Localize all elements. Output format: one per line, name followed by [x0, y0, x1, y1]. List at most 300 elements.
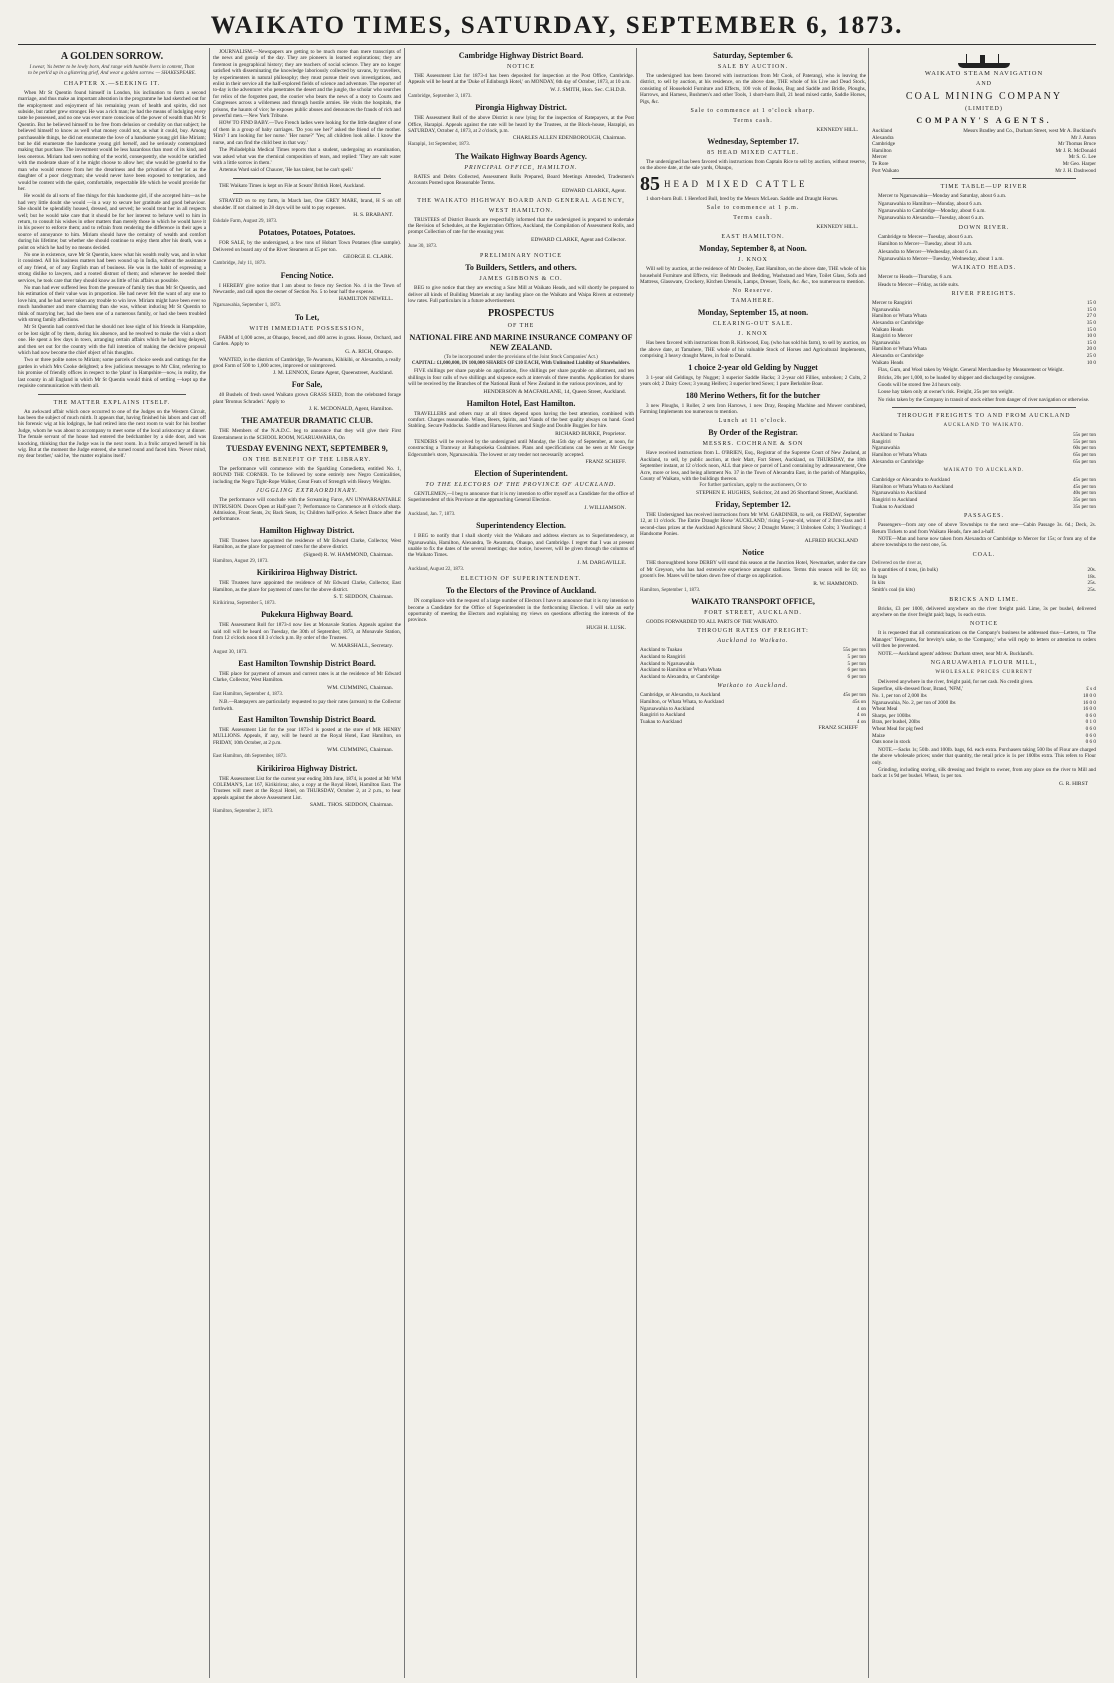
article-baby: HOW TO FIND BABY.—Two French ladies were looking for the little daughter of one of them in a group of baby carriages. 'Do you see her?' asked the friend of the mother. 'Him? I am looking for her nurse.' 'Her nurse?' 'Yes; all children look alike. I know the nurse, and can find the child best in that way.': [213, 120, 401, 146]
notice-body: It is requested that all communications on the Company's business be addressed thus—Letters, to 'The Manager.' Telegrams, for brevity's sake, to the 'Company,' who will reply to letters or attention to orders will then be prevented.: [872, 630, 1096, 650]
ad-heading: Potatoes, Potatoes, Potatoes.: [258, 228, 356, 238]
ad-subheading: EAST HAMILTON.: [721, 234, 785, 241]
freight-row-label: Alexandra or Cambridge: [872, 352, 924, 359]
pukekura-ad: THE Assessment Roll for 1873-4 now lies at Monavale Station. Appeals against the said roll will be heard on Tuesday, the 30th of September, 1873, at Monavale Station, from 12 o'clock noon till 3 o'clock p.m. By order of the Trustees.: [213, 622, 401, 642]
column-divider: [636, 48, 637, 1678]
coal-row-label: In bags: [872, 573, 888, 580]
agent-row: [872, 141, 1096, 148]
passages-heading: PASSAGES.: [964, 513, 1004, 520]
ad-heading: East Hamilton Township District Board.: [238, 658, 376, 668]
coal-row: [872, 567, 1096, 574]
story-paragraph: Two or three polite notes to Miriam; some parcels of choice seeds and cuttings for the garden in which Mrs Cooke delighted; a few judicious messages to Mr Clint, referring to his promise of friendly offices in respect to the 'plant' in Hampshire—now, in reality, the last county in all England in which Mr St Quentin would think of settling —kept up the requisite communication with them all.: [18, 357, 206, 390]
article-tears: The Philadelphia Medical Times reports that a student, undergoing an examination, was asked what was the chemical composition of tears, and replied: 'They are salt water with a little sorrow in them.': [213, 147, 401, 166]
freight-row: [872, 439, 1096, 446]
article-paragraph: An awkward affair which once occurred to one of the Judges on the Western Circuit, has been the subject of much mirth. It appears that, having finished his labors and cast off his forensic wig at his lodgings, he had retired into the next room to wait for his brother Judge, whom he was about to accompany to meet some of the local aristocracy at dinner. The female servant of the house had entered the bedchamber by a side door, and was knocking, thinking that the Judge was in the next room. In a frolic arrayed herself in his wig. But at the moment the Judge entered, she turned round and faced him. 'Never mind, my dear brother,' said he, 'the matter explains itself.': [18, 408, 206, 460]
coal-row-label: In quantities of 4 tons, (in bulk): [872, 567, 938, 574]
freight-row-label: Hamilton or Whata Whata: [872, 313, 927, 320]
ad-subheading: 85 HEAD MIXED CATTLE.: [707, 150, 799, 157]
freight-row-label: Alexandra or Cambridge: [872, 458, 924, 465]
coal-row-label: Smith's coal (in kits): [872, 586, 915, 593]
amateur-juggling: JUGGLING EXTRAORDINARY.: [256, 488, 358, 495]
divider: [892, 178, 1076, 179]
mill-row-value: £ s d: [1086, 686, 1096, 693]
agent-row: [872, 161, 1096, 168]
freight-row: [872, 504, 1096, 511]
steamer-icon: [954, 54, 1014, 68]
notice-note: NOTE.—Auckland agents' address: Durham street, near Mr A. Buckland's.: [878, 650, 1034, 657]
story-paragraph: No man had ever suffered less from the pressure of family ties than Mr St Quentin, and his estimation of their value was in proportion. He had never felt the want of any one to love him, and he had never taken any trouble to win love. Miriam might have been ever so much handsomer and more charming than she was, without inducing Mr St Quentin to think of marrying her, had she been one of a numerous family, or had she been troubled with strong family affections.: [18, 285, 206, 324]
agent-row: [872, 154, 1096, 161]
auction-date: Monday, September 15, at noon.: [697, 308, 809, 318]
freight-row: [872, 353, 1096, 360]
mill-note: NOTE.—Sacks 1s; 50lb. and 100lb. bags, 6d. each extra. Purchasers taking 500 lbs of Flour are charged the above wholesale prices; under that quantity, the retail price is 1s per 100lbs extra. This refers to Flour only.: [872, 746, 1096, 766]
freight-row: [872, 432, 1096, 439]
notice-heading: NOTICE: [970, 621, 998, 628]
auction-terms: Terms cash.: [733, 215, 773, 222]
mill-row-label: Oats none in stock: [872, 739, 911, 746]
ad-subheading: ELECTION OF SUPERINTENDENT.: [460, 576, 582, 583]
election-ad: GENTLEMEN,—I beg to announce that it is my intention to offer myself as a Candidate for the office of Superintendent of this Province at the approaching General Election.: [408, 490, 634, 504]
rate-row-label: Ngaruawahia to Auckland: [640, 705, 695, 712]
freight-row-value: 35s per ton: [1072, 503, 1096, 510]
coal-intro: Delivered on the river at,: [872, 560, 923, 566]
timetable-line: Ngaruawahia to Alexandra—Tuesday, about 6 a.m.: [878, 215, 985, 222]
heads-list: [872, 274, 1096, 288]
rate-row: [640, 654, 866, 661]
column-3: [408, 48, 634, 1678]
wethers-heading: 180 Merino Wethers, fit for the butcher: [685, 390, 821, 400]
gelding-heading: 1 choice 2-year old Gelding by Nugget: [688, 362, 818, 372]
freight-row-value: 10 0: [1086, 333, 1096, 340]
ad-heading: To Let,: [294, 312, 320, 322]
ad-heading: Kirikiriroa Highway District.: [256, 763, 358, 773]
rate-row-label: Auckland to Hamilton or Whata Whata: [640, 667, 722, 674]
through-sub: AUCKLAND TO WAIKATO.: [943, 423, 1025, 429]
rate-row: [640, 661, 866, 668]
story-epigraph: I swear, 'tis better to be lowly born, And range with humble livers in content, Than to be perk'd up in a glistering grief, And wear a golden sorrow. — SHAKESPEARE.: [28, 65, 196, 77]
ad-date: Harapipi, 1st September, 1873.: [408, 142, 471, 148]
freight-row-label: Ngaruawahia: [872, 306, 900, 313]
timetable-line: Hamilton to Mercer—Tuesday, about 10 a.m.: [878, 241, 973, 248]
freight-row: [872, 452, 1096, 459]
prospectus-company: NATIONAL FIRE AND MARINE INSURANCE COMPANY OF NEW ZEALAND.: [409, 332, 633, 352]
rate-row: [640, 706, 866, 713]
mill-row: [872, 713, 1096, 720]
mill-row-label: Wheat Meal for pig feed: [872, 725, 923, 732]
freight-row-label: Ngaruawahia to Auckland: [872, 490, 927, 497]
freight-row-value: 25 0: [1086, 352, 1096, 359]
rate-row-value: 5 per ton: [847, 654, 866, 660]
freight-row: [872, 346, 1096, 353]
mill-row-label: Superfine, silk-dressed flour, Brand, 'NFM,': [872, 686, 963, 693]
ad-heading: Notice: [742, 548, 764, 558]
ad-subheading: CLEARING-OUT SALE.: [712, 321, 794, 328]
risks-note: No risks taken by the Company in transit of stock either from danger of river navigation or otherwise.: [878, 396, 1090, 403]
freight-row-label: Rangiriri: [872, 438, 891, 445]
timetable-line: Ngaruawahia to Cambridge—Monday, about 6 a.m.: [878, 207, 986, 214]
ad-heading: Hamilton Highway District.: [259, 525, 355, 535]
company-and: AND: [976, 81, 992, 87]
ad-signature: J. WILLIAMSON.: [584, 504, 626, 511]
agent-row-value: Mr Thomas Bruce: [1058, 141, 1096, 148]
freight-row: [872, 340, 1096, 347]
agent-row-label: Hamilton: [872, 147, 892, 154]
freight-row: [872, 333, 1096, 340]
agent-row-label: Auckland: [872, 128, 893, 134]
ad-date: Cambridge, September 3, 1873.: [408, 93, 472, 99]
masthead: WAIKATO TIMES, SATURDAY, SEPTEMBER 6, 1873.: [210, 12, 904, 39]
ad-heading: To Builders, Settlers, and others.: [465, 263, 577, 273]
freights-list: [872, 300, 1096, 366]
freight-row-value: 10 0: [1086, 359, 1096, 366]
auction-time: Sale to commence at 1 p.m.: [706, 205, 800, 212]
ad-signature: SAML. THOS. SEDDON, Chairman.: [309, 802, 393, 809]
bricks-body: Bricks, £3 per 1000, delivered anywhere on the river freight paid. Lime, 3s per bushel, delivered anywhere on the river freight paid; bags, 1s each extra.: [872, 605, 1096, 618]
ad-date: Hamilton, September 1, 1873.: [640, 587, 701, 593]
down-river-list: [872, 234, 1096, 263]
rate-row-value: 55s per ton: [842, 647, 866, 654]
divider: [892, 407, 1076, 408]
freight-row-value: 40s per ton: [1072, 490, 1096, 497]
rate-row-value: 45s on: [852, 698, 866, 705]
column-1: [18, 48, 206, 1678]
rate-row: [640, 647, 866, 654]
coal-row: [872, 580, 1096, 587]
mill-row-label: Bran, per bushel, 20lbs: [872, 719, 920, 726]
ad-signature: STEPHEN E. HUGHES, Solicitor, 24 and 26 Shortland Street, Auckland.: [695, 489, 858, 496]
ad-signature: S. T. SEDDON, Chairman.: [333, 593, 393, 600]
auction-date: Friday, September 12.: [715, 499, 791, 509]
freight-row-value: 45s per ton: [1072, 477, 1096, 484]
freight-row-label: Hamilton or Whata Whata: [872, 346, 927, 353]
auction-terms: Terms cash.: [733, 118, 773, 125]
loose-note: Loose hay taken only at owner's risk. Freight, 25s per ton weight.: [878, 389, 1014, 396]
company-name: WAIKATO STEAM NAVIGATION: [924, 70, 1044, 77]
freight-row-label: Hamilton or Whata Whata: [872, 451, 927, 458]
amateur-benefit: ON THE BENEFIT OF THE LIBRARY.: [242, 457, 372, 464]
ad-heading: East Hamilton Township District Board.: [238, 714, 376, 724]
auction-ad: The undersigned has been favored with instructions from Mr Cook, of Paterangi, who is leaving the district, to sell by auction, at his residence, on the above date, THE whole of his Live and Dead Stock, consisting of Household Furniture and Effects, 100 vols of Books, Bug and Saddle and Bridle, Ploughs, Harrows, and Harness, Bushmen's and other Tools, 1 short-horn Bull, 21 head mixed cattle, Saddle Horses, Pigs, &c.: [640, 73, 866, 105]
ad-subheading: Auckland to Waikato.: [717, 638, 789, 645]
ad-signature: J. K. MCDONALD, Agent, Hamilton.: [308, 406, 393, 413]
ad-subheading: MESSRS. COCHRANE & SON: [702, 441, 804, 448]
potatoes-ad: FOR SALE, by the undersigned, a few tons of Hobart Town Potatoes (fine sample). Delivered on board any of the River Steamers at £5 per ton.: [213, 240, 401, 253]
trustees-ad: TRUSTEES of District Boards are respectfully informed that the undersigned is prepared to undertake the Revision of Schedules, at the Registration Offices, Auckland, the Compilation of Assessment Rolls, and prompt Collection of rate for the ensuing year.: [408, 216, 634, 236]
mill-row: [872, 700, 1096, 707]
ad-heading: Election of Superintendent.: [474, 468, 568, 478]
ad-heading: Kirikiriroa Highway District.: [256, 568, 358, 578]
amateur-ad: THE Members of the N.A.D.C. beg to announce that they will give their First Entertainment in the SCHOOL ROOM, NGARUAWAHIA, On: [213, 428, 401, 441]
ad-heading: Cambridge Highway District Board.: [458, 51, 584, 60]
mill-heading: NGARUAWAHIA FLOUR MILL,: [930, 659, 1038, 666]
mill-row: [872, 739, 1096, 746]
timetable-line: Heads to Mercer—Friday, as tide suits.: [878, 281, 960, 288]
down-heading: DOWN RIVER.: [958, 224, 1010, 231]
elect2-ad: IN compliance with the request of a large number of Electors I have to announce that it is my intention to become a Candidate for the Office of Superintendent in the forthcoming Election. I will take an early opportunity of meeting the Electors and explaining my views on questions affecting the interests of the province.: [408, 598, 634, 624]
ad-subheading: WEST HAMILTON.: [488, 207, 554, 214]
story-paragraph: When Mr St Quentin found himself in London, his inclination to form a second marriage, and thus make an important alteration in the programme he had sketched out for the employment and enjoyment of his remaining years of health and spirits, did not subside, but rather grew stronger. He was a rich man; he had the means of indulging every taste he possessed, and no one was ever more conscious of the power of wealth than Mr St Quentin. But he believed himself to be free from delusion or credulity on that subject; he believed himself to know as well what money could not, as what it could, buy. Among purchaseable things, he did not enumerate the love of a handsome young girl like Miriam; but he did enumerate the handsome young girl herself, and he seriously contemplated making that purchase. The investment would be less hazardous than most of its kind, and less onerous. Miriam had seen nothing of the world, consequently, she would be satisfied with the moderate share of it he might choose to allow her; she would be grateful to the man who would remove from her the dreariness and the privations of her lot as the daughter of a poor clergyman; she would never have been exposed to temptation, and would be content with the quiet, comfortable, respectable life which he would provide for her.: [18, 89, 206, 192]
mill-sub: WHOLESALE PRICES CURRENT: [935, 669, 1033, 675]
ad-subheading: NOTICE: [507, 64, 535, 70]
builders-ad: BEG to give notice that they are erecting a Saw Mill at Waikato Heads, and will shortly be prepared to deliver all kinds of Building Materials at any landing place on the Waikato and Waipa Rivers at extremely low rates. Full particulars in a future advertisement.: [408, 285, 634, 305]
auction-date: Wednesday, September 17.: [707, 137, 799, 147]
article-chaucer: Artemus Ward said of Chaucer, 'He has talent, but he can't spell.': [219, 167, 354, 174]
agent-row-label: Cambridge: [872, 141, 896, 148]
freight-row: [872, 477, 1096, 484]
rate-row: [640, 712, 866, 719]
agent-row-label: Mercer: [872, 154, 887, 161]
through-sub2: WAIKATO TO AUCKLAND.: [943, 468, 1025, 474]
through-down-list: [872, 477, 1096, 510]
tolet-ad: FARM of 1,000 acres, at Ohaupo, fenced, and 400 acres in grass. House, Orchard, and Garden. Apply to: [213, 334, 401, 348]
cochrane-apply: For further particulars, apply to the auctioneers, Or to: [699, 483, 807, 489]
cattle-ad: The undersigned has been favored with instructions from Captain Rice to sell by auction, without reserve, on the above date, at the sale yards, Ohaupo,: [640, 159, 866, 172]
agent-row-value: Mr J. H. Dashwood: [1055, 167, 1096, 174]
freight-row: [872, 459, 1096, 466]
freight-row-label: Waikato Heads: [872, 326, 904, 333]
freight-row: [872, 497, 1096, 504]
lunch: Lunch at 11 o'clock.: [718, 418, 788, 425]
ad-signature: FRANZ SCHEFF.: [585, 458, 626, 465]
mill-row-value: 0 6 0: [1085, 732, 1096, 739]
goods-note: Goods will be stored free 24 hours only.: [878, 381, 962, 388]
mill-row-value: 0 6 0: [1085, 739, 1096, 746]
rate-row-label: Cambridge, or Alexandra, to Auckland: [640, 692, 721, 699]
mill-row: [872, 693, 1096, 700]
agent-row-label: Te Rore: [872, 160, 889, 167]
ad-signature: R. W. HAMMOND.: [813, 580, 858, 587]
ad-signature: J. M. DARGAVILLE.: [577, 559, 626, 566]
prospectus-of: OF THE: [507, 322, 535, 329]
ad-date: Hamilton, September 2, 1873.: [213, 809, 274, 815]
mill-row-value: 18 0 0: [1083, 692, 1096, 699]
cattle-big: HEAD MIXED CATTLE: [664, 178, 808, 189]
ad-signature: EDWARD CLARKE, Agent and Collector.: [530, 236, 626, 243]
masthead-rule: [18, 44, 1096, 45]
column-2: [213, 48, 401, 1678]
ad-date: East Hamilton, 4th September, 1873.: [213, 754, 287, 760]
freight-row-value: 45s per ton: [1072, 483, 1096, 490]
freight-row: [872, 484, 1096, 491]
ad-heading: WAIKATO TRANSPORT OFFICE,: [691, 597, 815, 606]
flax-note: Flax, Gum, and Wool taken by Weight. General Merchandise by Measurement or Weight.: [878, 367, 1064, 374]
coal-rates-list: [872, 567, 1096, 593]
agent-row: [872, 135, 1096, 142]
column-divider: [404, 48, 405, 1678]
freight-row-value: 65s per ton: [1072, 451, 1096, 458]
coal-row-label: In kits: [872, 580, 886, 587]
bricks-note: Bricks, 20s per 1,000, to be loaded by shipper and discharged by consignee.: [878, 374, 1036, 381]
mill-row-value: 0 6 0: [1085, 725, 1096, 732]
timetable-line: Mercer to Ngaruawahia—Monday and Saturday, about 6 a.m.: [878, 193, 1007, 200]
grinding-note: Grinding, including storing, silk dressing and freight to owner, from any place on the river to Mill and back at 1s 9d per bushel. Wheat, 1s per ton.: [872, 766, 1096, 780]
coal-row-value: 18s.: [1087, 573, 1096, 580]
ad-date: Kirikiriroa, September 5, 1873.: [213, 600, 276, 606]
rate-row-value: 4 on: [856, 712, 866, 719]
article-journalism: JOURNALISM.—Newspapers are getting to be much more than mere transcripts of the news and gossip of the day. They are pioneers in learned explorations; they are foremost in geographical history; they are teachers of social science. They are no longer satisfied with disseminating the knowledge laboriously collected by savans, by travellers, by experimenters in natural philosophy; they must pursue their own investigations, and enlist in their service all the half-explored fields of science and adventure. The reporter of to-day is the adventurer who penetrates the desert and the jungle, the scholar who searches for relics of the forgotten past, the courier who bears the news of a story to Courts and Congresses across a wilderness and through hostile armies. He visits the hospitals, the prisons, the haunts of vice; he exposes public abuses and denounces the frauds of rich and powerful men.—New York Tribune.: [213, 49, 401, 120]
ad-subheading: SALE BY AUCTION.: [717, 64, 789, 70]
freight-row: [872, 327, 1096, 334]
freight-row: [872, 490, 1096, 497]
ad-heading: Pukekura Highway Board.: [261, 610, 353, 620]
hamilton-ad: THE Trustees have appointed the residence of Mr Edward Clarke, Collector, West Hamilton, as the place for payment of rates for the above district.: [213, 537, 401, 551]
ad-subheading: J. KNOX: [738, 331, 768, 338]
freight-row-value: 55s per ton: [1072, 438, 1096, 445]
freight-row-label: Cambridge or Alexandra to Auckland: [872, 477, 950, 484]
agent-row: [872, 168, 1096, 175]
mill-row-label: No. 1, per ton of 2,000 lbs: [872, 692, 927, 699]
ad-subheading: TAMAHERE.: [731, 298, 775, 305]
freight-row-value: 27 0: [1086, 313, 1096, 320]
freight-row: [872, 445, 1096, 452]
freight-row-label: Mercer to Rangiriri: [872, 300, 913, 307]
auction-time: Sale to commence at 1 o'clock sharp.: [690, 108, 816, 115]
mill-row-label: Sharps, per 100lbs: [872, 712, 911, 719]
freight-row: [872, 320, 1096, 327]
freight-row-value: 60s per ton: [1072, 445, 1096, 452]
freight-row-label: Waikato Heads: [872, 359, 904, 366]
through-up-list: [872, 432, 1096, 465]
ad-signature: H. S. BRABANT.: [353, 211, 393, 218]
rate-row: [640, 674, 866, 681]
divider: [233, 193, 381, 194]
ad-subheading: JAMES GIBBONS & CO.: [479, 276, 563, 283]
amateur-end: The performance will conclude with the Screaming Farce, AN UNWARRANTABLE INTRUSION. Doors Open at Half-past 7; Performance to Commence at 8 o'clock sharp. Admission, Front Seats, 2s; Back Seats, 1s; Children half-price. A Select Dance after the performance.: [213, 497, 401, 523]
ad-signature: GEORGE E. CLARK.: [343, 254, 393, 261]
divider: [38, 394, 186, 395]
rate-row-value: 4 on: [856, 705, 866, 712]
rate-row-value: 45s per ton: [842, 692, 866, 699]
ad-signature: W. MARSHALL, Secretary.: [330, 642, 393, 649]
rate-row-label: Rangiriri to Auckland: [640, 712, 686, 719]
knox-ad: Will sell by auction, at the residence of Mr Dooley, East Hamilton, on the above date, THE whole of his household Furniture and Effects, viz: Bedsteads and Bedding, Washstand and Ware, Toilet Glass, Sofa and Mattress, Glassware, Crockery, Kitchen Utensils, Lamps, Dresser, Tools, &c. &c., too numerous to mention.: [640, 266, 866, 286]
ad-signature: CHARLES ALLEN EDENBOROUGH, Chairman.: [512, 135, 626, 142]
mill-intro: Delivered anywhere in the river, freight paid, for net cash. No credit given.: [878, 678, 1034, 685]
amateur-body: The performance will commence with the Sparkling Comedietta, entitled No. 1, ROUND THE CORNER. To be followed by some entirely new Negro Comicalities, including the Negro Tight-Rope Walker, Great Feats of Strength with Heavy Weights.: [213, 466, 401, 485]
rate-row-value: 6 per ton: [847, 667, 866, 674]
knox2-ad: Has been favored with instructions from R. Kirkwood, Esq. (who has sold his farm), to sell by auction, on the above date, at Tamahere, THE whole of his valuable Stock of Horses and Agricultural Implements, comprising 3 heavy draught Mares, in foal to Donald.: [640, 340, 866, 360]
prospectus-body: FIVE shillings per share payable on application, five shillings per share payable on allotment, and ten shillings in four calls of two shillings and sixpence each at intervals of three months. Application for shares will be received by the Branches of the National Bank of New Zealand in the various provinces, and by: [408, 368, 634, 388]
column-divider: [868, 48, 869, 1678]
easthamilton-ad: THE place for payment of arrears and current rates is at the residence of Mr Edward Clarke, Collector, West Hamilton.: [213, 670, 401, 684]
timetable-line: Ngaruawahia to Hamilton—Monday, about 6 a.m.: [878, 200, 983, 207]
kirikiriroa2-ad: THE Assessment List for the current year ending 30th June, 1874, is posted at Mr WM COLEMAN'S, Lot 167, Kirikiriroa; also, a copy at the Royal Hotel, Hamilton East. The Trustees will meet at the Royal Hotel, on THURSDAY, October 2, at 2 p.m., to hear appeals against the above Assessment List.: [213, 775, 401, 801]
freight-row-value: 20 0: [1086, 346, 1096, 353]
rates-up-list: [640, 647, 866, 680]
supelection-ad: I BEG to notify that I shall shortly visit the Waikato and address electors as to Superintendency, at Ngaruawahia, Hamilton, Alexandra, Te Awamutu, Ohaupo, and Cambridge. I regret that I was at present unable to fix the dates of the several meetings; due notice, however, will be given through the columns of the Waikato Times.: [408, 533, 634, 559]
rate-row-label: Tuakau to Auckland: [640, 718, 682, 725]
ad-date: Ngaruawahia, September 1, 1873.: [213, 303, 282, 309]
ad-signature: FRANZ SCHEFF: [818, 725, 858, 732]
ad-heading: Fencing Notice.: [280, 270, 334, 280]
ad-date: Auckland, August 22, 1873.: [408, 566, 465, 572]
freight-row-label: Rangiriri to Mercer: [872, 333, 913, 340]
mill-row-label: Maize: [872, 732, 885, 739]
ad-signature: WM. CUMMING, Chairman.: [327, 684, 393, 691]
ad-signature: G. R. HIRST: [1058, 780, 1088, 787]
freight-row-value: 15 0: [1086, 339, 1096, 346]
ad-subheading: Waikato to Auckland.: [717, 683, 789, 690]
freights-heading: RIVER FREIGHTS.: [951, 291, 1017, 298]
mill-row: [872, 706, 1096, 713]
ad-heading: To the Electors of the Province of Auckland.: [445, 586, 597, 596]
chapter-heading: CHAPTER X.—SEEKING IT.: [63, 80, 161, 87]
passages-body: Passengers—from any one of above Townships to the next one—Cabin Passage 3s. 6d.; Deck, 2s. Return Tickets to and from Waikato Heads, fare and a-half.: [872, 522, 1096, 535]
agents-heading: COMPANY'S AGENTS.: [916, 116, 1052, 125]
ad-heading: For Sale,: [291, 380, 323, 390]
ad-heading: THE AMATEUR DRAMATIC CLUB.: [241, 416, 373, 426]
freight-row-value: 55s per ton: [1072, 432, 1096, 439]
amateur-date: TUESDAY EVENING NEXT, SEPTEMBER 9,: [226, 444, 388, 454]
ad-date: Auckland, Jan. 7, 1873.: [408, 511, 456, 517]
divider: [233, 178, 381, 179]
wanted-ad: WANTED, in the districts of Cambridge, Te Awamutu, Kihikihi, or Alexandra, a really good Farm of 500 to 1,000 acres, improved or unimproved.: [213, 356, 401, 369]
agent-row-value: Messrs Bradley and Co., Durham Street, west Mr A. Buckland's: [963, 128, 1096, 134]
up-river-list: [872, 193, 1096, 222]
article-heading: THE MATTER EXPLAINS ITSELF.: [53, 399, 171, 406]
ad-signature: W. J. SMITH, Hon. Sec. C.H.D.B.: [550, 86, 626, 93]
timetable-heading: TIME TABLE—UP RIVER: [940, 184, 1028, 191]
timetable-line: Mercer to Heads—Thursday, 6 a.m.: [878, 274, 953, 281]
forsale-ad: 40 Bushels of fresh saved Waikato grown GRASS SEED, from the celebrated forage plant 'Bromus Schraderi.' Apply to: [213, 392, 401, 405]
ad-date: Hamilton, August 29, 1873.: [213, 558, 269, 564]
mill-row-label: Ngaruawahia, No. 2, per ton of 2000 lbs: [872, 699, 956, 706]
rate-row-value: 4 on: [856, 718, 866, 725]
ad-signature: (Signed) R. W. HAMMOND, Chairman.: [303, 551, 393, 558]
auction-date: Saturday, September 6.: [713, 51, 793, 60]
ad-date: Eskdale Farm, August 29, 1873.: [213, 218, 278, 224]
tenders-ad: TENDERS will be received by the undersigned until Monday, the 15th day of September, at noon, for constructing a Tramway at Rahupokeka Coalmines. Plans and specifications can be seen at Mr George Edgecumbe's store, Ngaruawahia. The lowest or any tender not necessarily accepted.: [408, 438, 634, 458]
agent-row-label: Port Waikato: [872, 167, 900, 174]
timetable-line: Alexandra to Mercer—Wednesday, about 6 a.m.: [878, 248, 979, 255]
derby-ad: THE thoroughbred horse DERBY will stand this season at the Junction Hotel, Newmarket, under the care of Mr Greyson, who has had extensive experience amongst stallions. Terms this season will be £6; no groom's fee. Mares will be taken down free of charge on application.: [640, 560, 866, 580]
freight-row-value: 35s per ton: [1072, 496, 1096, 503]
freight-row-label: Tuakau to Auckland: [872, 503, 914, 510]
mill-row-value: 16 0 0: [1083, 706, 1096, 713]
ad-signature: ALFRED BUCKLAND: [804, 538, 858, 545]
freight-row-value: 15 0: [1086, 300, 1096, 307]
easthamilton-note: N.B.—Ratepayers are particularly requested to pay their rates (arrears) to the Collector forthwith.: [213, 699, 401, 712]
cattle-banner: [640, 174, 866, 194]
hotel-ad: TRAVELLERS and others may at all times depend upon having the best attention, combined with comfort. Charges reasonable. Wines, Beers, Spirits, and Viands of the best quality always on hand. Good Stabling. Secure Paddocks. Saddle and Harness Horses and Single and Double Buggies for hire.: [408, 410, 634, 430]
ad-subheading: THE WAIKATO HIGHWAY BOARD AND GENERAL AGENCY,: [417, 197, 625, 204]
knox2-list: 3 1-year old Geldings, by Nugget; 3 superior Saddle Hacks; 3 2-year old Fillies, unbroken; 2 Colts, 2 years old; 2 Dairy Cows; 3 young Heifers; 3 superior bred Sows; 1 pure Berkshire Boar.: [640, 374, 866, 388]
ad-signature: KENNEDY HILL.: [816, 127, 858, 134]
fencing-ad: I HEREBY give notice that I am about to fence my Section No. 4 in the Town of Newcastle, and call upon the owner of Section No. 5 to bear half the expense.: [213, 282, 401, 295]
freight-row-label: Hamilton or Whata Whata to Auckland: [872, 483, 954, 490]
rate-row-value: 5 per ton: [847, 660, 866, 667]
freight-row-label: Alexandra or Cambridge: [872, 320, 924, 326]
ad-date: June 30, 1873.: [408, 243, 438, 249]
prospectus-inc: (To be incorporated under the provisions of the Joint Stock Companies' Act.): [444, 354, 598, 360]
agent-row: [872, 148, 1096, 155]
coal-row: [872, 587, 1096, 594]
passages-note: NOTE—Man and horse now taken from Alexandra or Cambridge to Mercer for 15s; or from any of the above townships to the next one, 5s.: [872, 535, 1096, 549]
buckland-ad: THE Undersigned has received instructions from Mr WM. GARDINER, to sell, on FRIDAY, September 12, at 11 o'clock. The Entire Draught Horse 'AUCKLAND,' rising 5-year-old, winner of 2 first-class and 1 second-class prizes at the Auckland Agricultural Show; 2 Draught Mares; 3 Unbroken Colts; 3 Yearlings; 4 Handsome Ponies.: [640, 511, 866, 537]
ad-subheading: FORT STREET, AUCKLAND.: [704, 610, 802, 616]
ad-signature: KENNEDY HILL.: [816, 224, 858, 231]
file-notice: THE Waikato Times is kept on File at Sceats' British Hotel, Auckland.: [219, 182, 365, 189]
freight-row-label: Ngaruawahia: [872, 445, 900, 452]
ad-signature: HUGH H. LUSK.: [586, 624, 626, 631]
coal-heading: COAL.: [972, 551, 996, 558]
no-reserve: No Reserve.: [732, 288, 774, 295]
ad-signature: RICHARD BURKE, Proprietor.: [555, 430, 626, 437]
knox2-more: 3 new Ploughs, 1 Roller, 2 sets Iron Harrows, 1 new Dray, Reaping Machine and Mower combined, Farming Implements too numerous to mention.: [640, 402, 866, 415]
column-divider: [209, 48, 210, 1678]
ad-signature: J. M. LENNOX, Estate Agent, Queenstreet, Auckland.: [272, 370, 393, 377]
rate-row-label: Auckland to Ngaruawahia: [640, 660, 695, 667]
